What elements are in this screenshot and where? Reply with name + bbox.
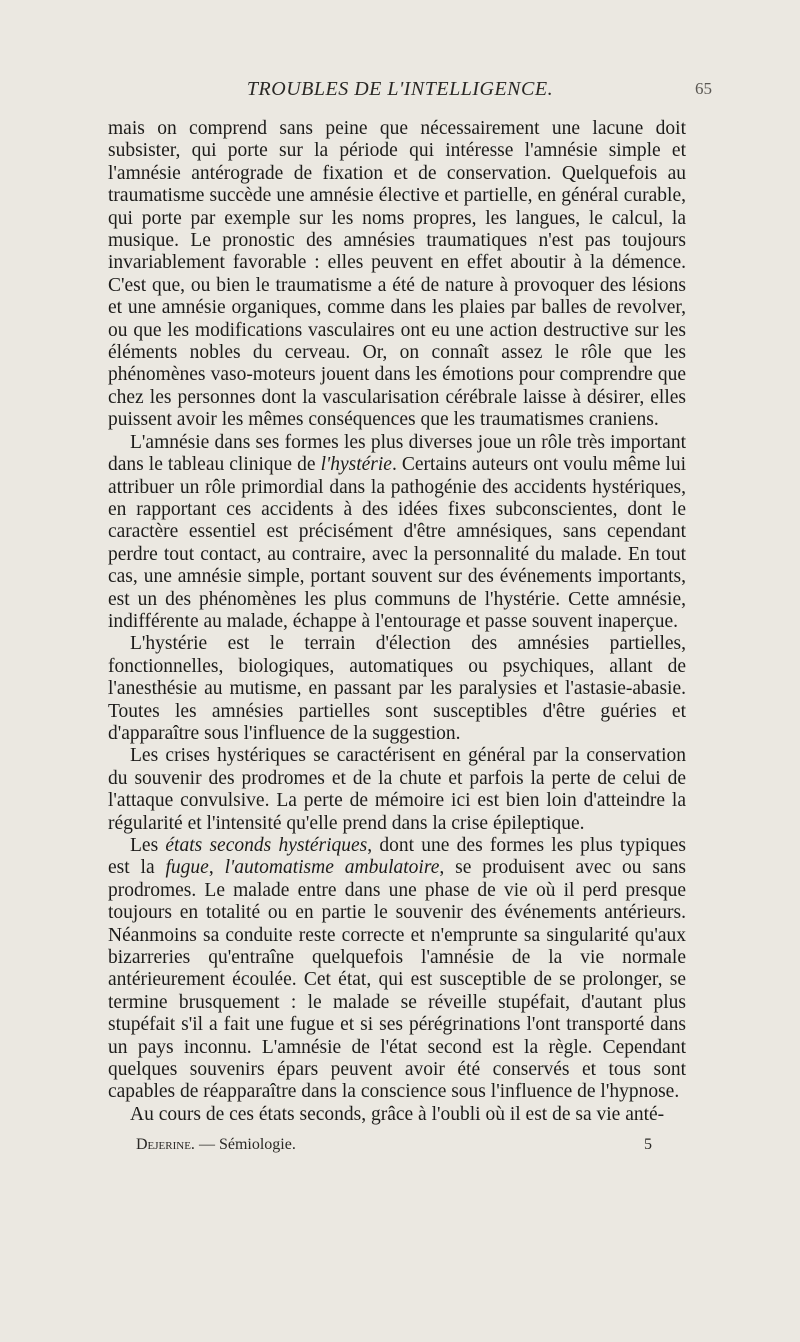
footer-separator: —	[194, 1136, 219, 1153]
page-number: 65	[695, 79, 712, 98]
text-segment: , dont une des formes les plus typiques est la	[108, 835, 687, 879]
running-head	[0, 78, 800, 106]
footer-book: Sémiologie.	[218, 1136, 296, 1153]
paragraph	[108, 745, 686, 835]
running-title: TROUBLES DE L'INTELLIGENCE.	[246, 78, 554, 100]
text-segment: mais on comprend sans peine que nécessairement une lacune doit subsister, qui porte sur la période qui intéresse l'amnésie simple et l'amnésie antérograde de fixation et de conservation. Quelquefois au traumatisme succède une amnésie élective et partielle, en général curable, qui porte par exemple sur les noms propres, les langues, le calcul, la musique. Le pronostic des amnésies traumatiques n'est pas toujours invariablement favorable : elles peuvent en effet aboutir à la démence. C'est que, ou bien le traumatisme a été de nature à provoquer des lésions et une amnésie organiques, comme dans les plaies par balles de revolver, ou que les modifications vasculaires ont eu une action destructive sur les éléments nobles du cerveau. Or, on connaît assez le rôle que les phénomènes vaso-moteurs jouent dans les émotions pour comprendre que chez les personnes dont la vascularisation cérébrale laisse à désirer, elles puissent avoir les mêmes conséquences que les traumatismes craniens.	[108, 118, 686, 431]
paragraph	[108, 1104, 686, 1126]
footer-author: Dejerine.	[136, 1136, 195, 1153]
text-segment: . Certains auteurs ont voulu même lui attribuer un rôle primordial dans la pathogénie des accidents hystériques, en rapportant ces accidents à des idées fixes subconscientes, dont le caractère essentiel est précisément d'être amnésiques, sans cependant perdre tout contact, au contraire, avec la personnalité du malade. En tout cas, une amnésie simple, portant souvent sur des événements importants, est un des phénomènes les plus communs de l'hystérie. Cette amnésie, indifférente au malade, échappe à l'entourage et passe souvent inaperçue.	[108, 454, 686, 632]
paragraph	[108, 432, 686, 634]
signature-mark: 5	[644, 1136, 652, 1153]
paragraph	[108, 118, 686, 432]
body-text	[108, 118, 686, 1126]
text-segment: L'hystérie est le terrain d'élection des amnésies partielles, fonctionnelles, biologiques, automatiques ou psychiques, allant de l'anesthésie au mutisme, en passant par les paralysies et l'astasie-abasie. Toutes les amnésies partielles sont susceptibles d'être guéries et d'apparaître sous l'influence de la suggestion.	[108, 633, 686, 744]
italic-text: l'hystérie	[320, 454, 392, 476]
footer-reference	[136, 1136, 296, 1154]
text-segment: Les	[130, 835, 166, 856]
text-segment: , se produisent avec ou sans prodromes. Le malade entre dans une phase de vie où il perd presque toujours en totalité ou en partie le souvenir des événements antérieurs. Néanmoins sa conduite reste correcte et n'emprunte sa singularité qu'aux bizarreries qu'entraîne quelquefois l'amnésie de la vie normale antérieurement écoulée. Cet état, qui est susceptible de se prolonger, se termine brusquement : le malade se réveille stupéfait, d'autant plus stupéfait s'il a fait une fugue et si ses pérégrinations l'ont transporté dans un pays inconnu. L'amnésie de l'état second est la règle. Cependant quelques souvenirs épars peuvent avoir été conservés et tous sont capables de réapparaître dans la conscience sous l'influence de l'hypnose.	[108, 857, 687, 1103]
text-segment: Les crises hystériques se caractérisent en général par la conservation du souvenir des prodromes et de la chute et parfois la perte de celui de l'attaque convulsive. La perte de mémoire ici est bien loin d'atteindre la régularité et l'intensité qu'elle prend dans la crise épileptique.	[108, 745, 686, 834]
italic-text: états seconds hystériques	[165, 835, 368, 856]
italic-text: fugue	[165, 857, 209, 879]
text-segment: L'amnésie dans ses formes les plus diverses joue un rôle très important dans le tableau clinique de	[108, 431, 686, 476]
paragraph	[108, 835, 686, 1104]
paragraph	[108, 633, 686, 745]
text-segment: Au cours de ces états seconds, grâce à l'oubli où il est de sa vie anté-	[130, 1103, 665, 1125]
page-footer	[108, 1136, 686, 1160]
italic-text: l'automatisme ambulatoire	[224, 857, 440, 879]
text-segment: ,	[208, 857, 225, 879]
